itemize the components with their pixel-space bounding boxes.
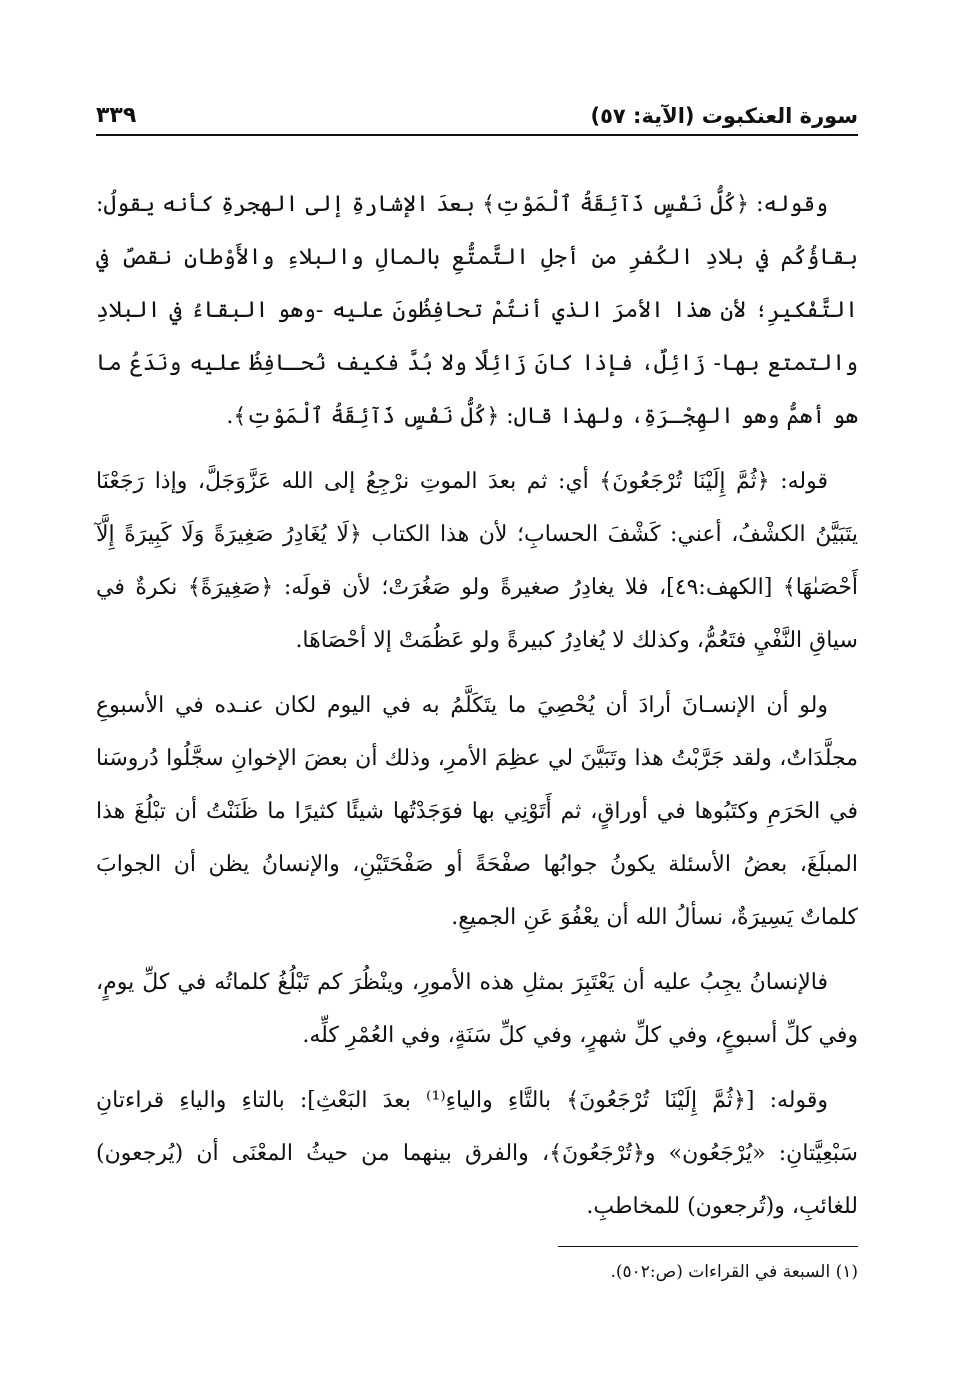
footnote: (١) السبعة في القراءات (ص:٥٠٢).: [610, 1262, 858, 1282]
paragraph: فالإنسانُ يجِبُ عليه أن يَعْتَبِرَ بمثلِ هذه الأمورِ، وينْظُرَ كم تَبْلُغُ كلماتُه في كلِّ يومٍ، وفي كلِّ أسبوعٍ، وفي كلِّ شهرٍ، وفي كلِّ سَنَةٍ، وفي العُمْرِ كلِّه.: [96, 970, 858, 1048]
header-divider: [96, 134, 858, 136]
page-number: ٣٣٩: [96, 103, 137, 128]
paragraph: قوله: ﴿ثُمَّ إِلَيْنَا تُرْجَعُونَ﴾ أي: ثم بعدَ الموتِ نرْجِعُ إلى الله عَزَّوَجَلَّ، وإذا رَجَعْنَا يتَبَيَّنُ الكشْفُ، أعني: كَشْفَ الحسابِ؛ لأن هذا الكتاب ﴿لَا يُغَادِرُ صَغِيرَةً وَلَا كَبِيرَةً إِلَّآ أَحْصَىٰهَا﴾ [الكهف:٤٩]، فلا يغادِرُ صغيرةً ولو صَغُرَتْ؛ لأن قولَه: ﴿صَغِيرَةً﴾ نكرةٌ في سياقِ النَّفْيِ فتَعُمُّ، وكذلك لا يُغادِرُ كبيرةً ولو عَظُمَتْ إلا أحْصَاهَا.: [96, 469, 858, 653]
body-text: [96, 178, 858, 1245]
running-header: [96, 96, 858, 130]
paragraph: وقوله: ﴿كُلُّ نَفْسٍ ذَآئِقَةُ ٱلْمَوْتِ﴾ بعدَ الإشارةِ إلى الهجرةِ كأنه يقولُ: بقاؤُكُم في بلادِ الكُفرِ من أجلِ التَّمتُّعِ بالمالِ والبلاءِ والأَوْطانِ نقصٌ في التَّفْكيرِ؛ لأن هذا الأمرَ الذي أنتُمْ تحافِظُونَ عليه -وهو البقاءُ في البلادِ والتمتع بها- زَائِلٌ، فإذا كانَ زَائِلًا ولا بُدَّ فكيف نُحـافِظُ عليه ونَدَعُ ما هو أهمُّ وهو الهِجْـرَةِ، ولهذا قال: ﴿كُلُّ نَفْسٍ ذَآئِقَةُ ٱلْمَوْتِ﴾.: [96, 192, 858, 429]
footnote-divider: [558, 1246, 858, 1247]
paragraph: وقوله: [﴿ثُمَّ إِلَيْنَا تُرْجَعُونَ﴾ بالتَّاءِ والياءِ⁽¹⁾ بعدَ البَعْثِ]: بالتاءِ والياءِ قراءتانِ سَبْعِيَّتانِ: «يُرْجَعُون» و﴿تُرْجَعُونَ﴾، والفرق بينهما من حيثُ المعْنَى أن (يُرجعون) للغائبِ، و(تُرجعون) للمخاطبِ.: [96, 1088, 858, 1219]
paragraph: ولو أن الإنسـانَ أرادَ أن يُحْصِيَ ما يتَكَلَّمُ به في اليوم لكان عنـده في الأسبوعِ مجلَّدَاتٌ، ولقد جَرَّبْتُ هذا وتَبَيَّنَ لي عظِمَ الأمرِ، وذلك أن بعضَ الإخوانِ سجَّلُوا دُروسَنا في الحَرَمِ وكتَبُوها في أوراقٍ، ثم أَتَوْنِي بها فوَجَدْتُها شيئًا كثيرًا ما ظَنَنْتُ أن تبْلُغَ هذا المبلَغَ، بعضُ الأسئلة يكونُ جوابُها صفْحَةً أو صَفْحَتَيْنِ، والإنسانُ يظن أن الجوابَ كلماتٌ يَسِيرَةٌ، نسألُ الله أن يعْفُوَ عَنِ الجميعِ.: [96, 693, 858, 930]
surah-title: سورة العنكبوت (الآية: ٥٧): [590, 104, 858, 128]
